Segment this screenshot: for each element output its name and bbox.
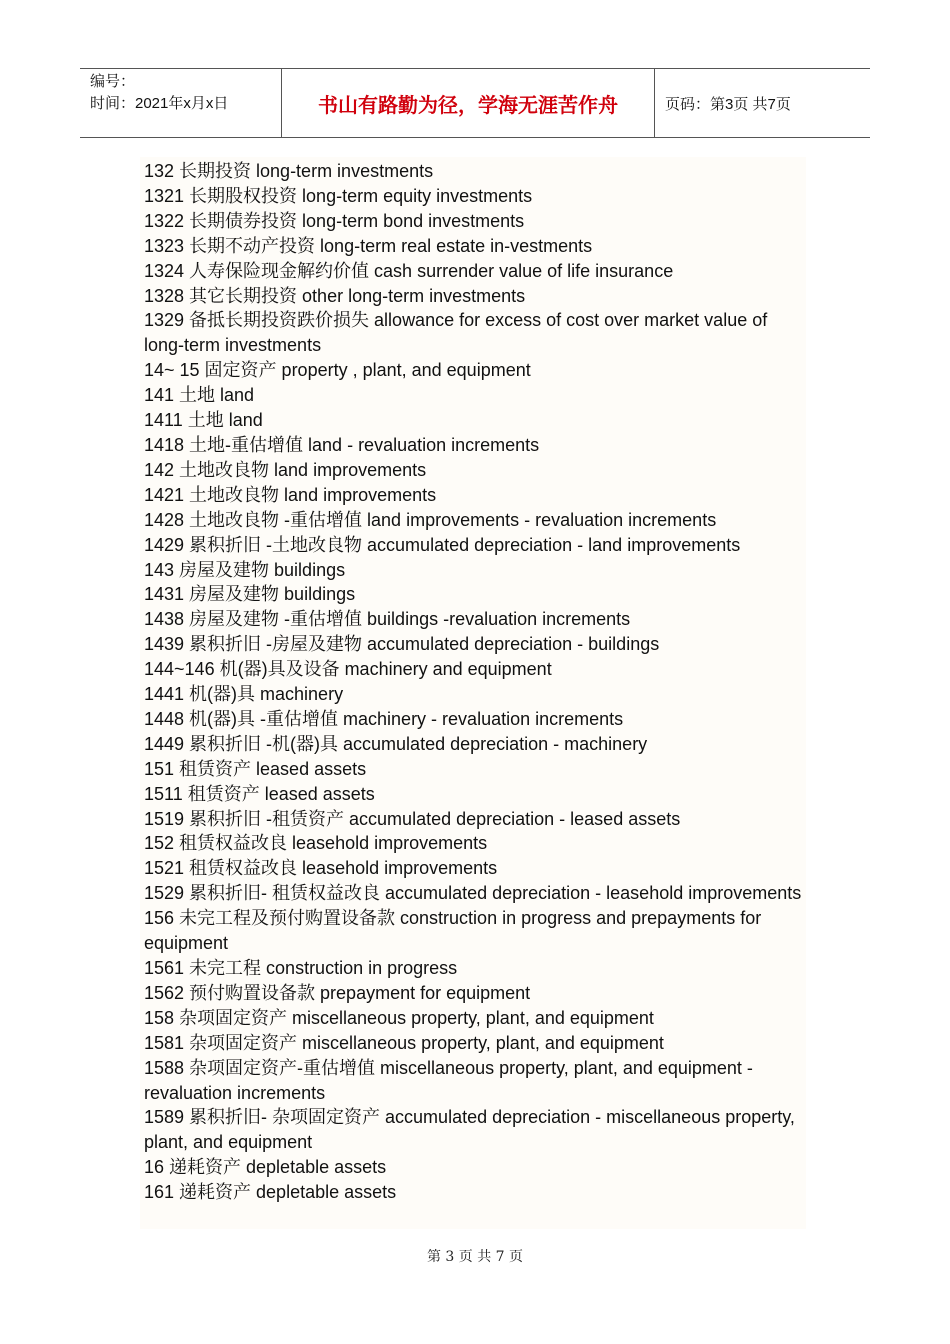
date-label: 时间：2021年x月x日 (90, 95, 229, 112)
account-entry: 1448 机(器)具 -重估增值 machinery - revaluation increments (144, 708, 624, 729)
account-entry: 1328 其它长期投资 other long-term investments (144, 285, 526, 306)
account-entry: 1428 土地改良物 -重估增值 land improvements - revaluation increments (144, 509, 717, 530)
account-entry: 161 递耗资产 depletable assets (144, 1182, 397, 1203)
account-entry: 1431 房屋及建物 buildings (144, 584, 356, 605)
account-entry: 143 房屋及建物 buildings (144, 559, 346, 580)
account-entry: 1439 累积折旧 -房屋及建物 accumulated depreciation - buildings (144, 634, 660, 655)
account-entry: 156 未完工程及预付购置设备款 construction in progress and prepayments for equipment (144, 908, 762, 954)
header-meta (80, 69, 282, 137)
account-entry: 1581 杂项固定资产 miscellaneous property, plant, and equipment (144, 1032, 664, 1053)
account-entry: 1529 累积折旧- 租赁权益改良 accumulated depreciation - leasehold improvements (144, 883, 802, 904)
account-entry: 1429 累积折旧 -土地改良物 accumulated depreciation - land improvements (144, 534, 741, 555)
page-footer: 第 3 页 共 7 页 (426, 1249, 524, 1265)
account-list (140, 157, 806, 1229)
account-entry: 144~146 机(器)具及设备 machinery and equipment (144, 659, 552, 680)
account-entry: 1418 土地-重估增值 land - revaluation increments (144, 434, 540, 455)
account-entry: 1589 累积折旧- 杂项固定资产 accumulated depreciation - miscellaneous property, plant, and equipment (144, 1107, 795, 1153)
account-entry: 1511 租赁资产 leased assets (144, 783, 375, 804)
account-entry: 1329 备抵长期投资跌价损失 allowance for excess of cost over market value of long-term investments (144, 310, 768, 356)
account-entry: 141 土地 land (144, 385, 255, 406)
account-entry: 151 租赁资产 leased assets (144, 758, 367, 779)
account-entry: 1562 预付购置设备款 prepayment for equipment (144, 982, 531, 1003)
account-entry: 1449 累积折旧 -机(器)具 accumulated depreciation - machinery (144, 733, 648, 754)
account-entry: 1411 土地 land (144, 410, 263, 431)
account-entry: 1521 租赁权益改良 leasehold improvements (144, 858, 498, 879)
account-entry: 1441 机(器)具 machinery (144, 684, 344, 705)
account-entry: 1561 未完工程 construction in progress (144, 958, 458, 978)
account-entry: 158 杂项固定资产 miscellaneous property, plant, and equipment (144, 1007, 654, 1028)
account-entry: 1324 人寿保险现金解约价值 cash surrender value of life insurance (144, 260, 674, 281)
account-entry: 132 长期投资 long-term investments (144, 161, 434, 181)
account-entry: 1321 长期股权投资 long-term equity investments (144, 185, 533, 206)
account-entry: 1323 长期不动产投资 long-term real estate in-vestments (144, 235, 593, 256)
account-entry: 1519 累积折旧 -租赁资产 accumulated depreciation - leased assets (144, 808, 681, 829)
page-header (80, 68, 870, 138)
account-entry: 1438 房屋及建物 -重估增值 buildings -revaluation increments (144, 609, 631, 630)
account-entry: 14~ 15 固定资产 property , plant, and equipment (144, 360, 531, 381)
account-entry: 152 租赁权益改良 leasehold improvements (144, 833, 488, 854)
account-entry: 142 土地改良物 land improvements (144, 459, 427, 480)
account-entry: 1322 长期债券投资 long-term bond investments (144, 210, 525, 231)
account-entry: 16 递耗资产 depletable assets (144, 1157, 387, 1178)
header-page-label: 页码：第3页 共7页 (665, 95, 791, 113)
header-motto: 书山有路勤为径，学海无涯苦作舟 (282, 69, 655, 137)
account-entry: 1421 土地改良物 land improvements (144, 484, 437, 505)
serial-label: 编号： (90, 73, 136, 90)
account-entry: 1588 杂项固定资产-重估增值 miscellaneous property, plant, and equipment - revaluation increments (144, 1057, 753, 1103)
